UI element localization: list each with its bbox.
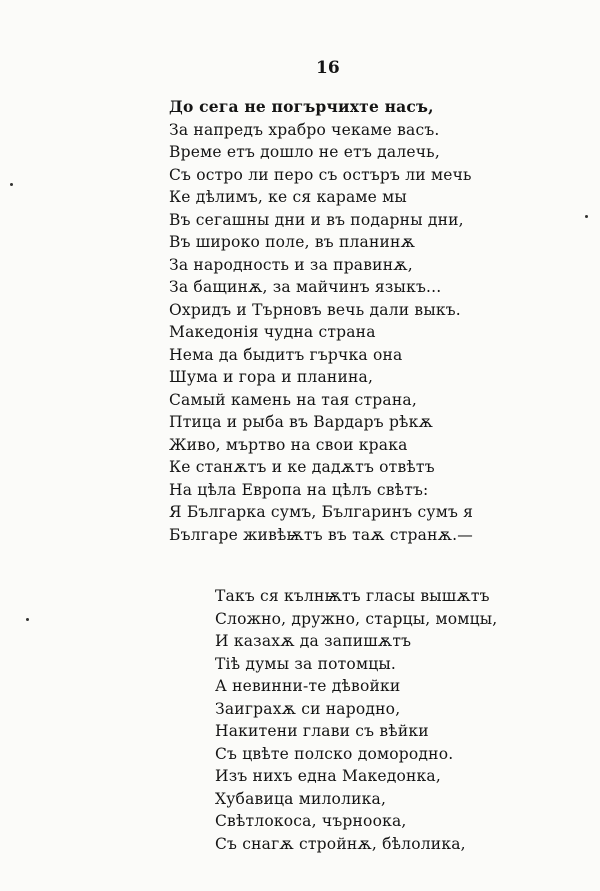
verse-line: Самый камень на тая страна, bbox=[169, 390, 417, 409]
print-speck bbox=[10, 183, 13, 186]
verse-line: Ке станѫтъ и ке дадѫтъ отвѣтъ bbox=[169, 458, 435, 476]
verse-line: Заиграхѫ си народно, bbox=[215, 699, 401, 718]
verse-line: Въ широко поле, въ планинѫ bbox=[169, 233, 416, 251]
verse-line: Време етъ дошло не етъ далечь, bbox=[169, 143, 440, 161]
stanza-1 bbox=[169, 96, 473, 546]
verse-line: Накитени глави съ вѣйки bbox=[215, 722, 429, 740]
verse-line: Ке дѣлимъ, ке ся караме мы bbox=[169, 188, 407, 206]
verse-line: За бащинѫ, за майчинъ языкъ... bbox=[169, 278, 442, 296]
verse-line: Шума и гора и планина, bbox=[169, 368, 374, 386]
verse-line: Живо, мъртво на свои крака bbox=[169, 435, 408, 454]
verse-line: Съ снагѫ стройнѫ, бѣлолика, bbox=[215, 834, 466, 853]
print-speck bbox=[26, 618, 29, 621]
verse-line: Охридъ и Търновъ вечь дали выкъ. bbox=[169, 300, 461, 319]
verse-line: Българе живѣѭтъ въ таѫ странѫ.— bbox=[169, 525, 473, 544]
verse-line: Съ цвѣте полско домородно. bbox=[215, 744, 454, 763]
verse-line: Такъ ся кълнѭтъ гласы вышѫтъ bbox=[215, 587, 490, 605]
stanza-2 bbox=[215, 585, 497, 855]
verse-line: Сложно, дружно, старцы, момцы, bbox=[215, 609, 498, 628]
verse-line: До сега не погърчихте насъ, bbox=[169, 97, 434, 116]
page-number: 16 bbox=[316, 58, 340, 78]
verse-line: Изъ нихъ една Македонка, bbox=[215, 767, 442, 785]
verse-line: За народность и за правинѫ, bbox=[169, 255, 413, 274]
verse-line: И казахѫ да запишѫтъ bbox=[215, 632, 412, 650]
verse-line: Въ сегашны дни и въ подарны дни, bbox=[169, 210, 464, 229]
verse-line: Я Българка сумъ, Българинъ сумъ я bbox=[169, 503, 474, 521]
verse-line: За напредъ храбро чекаме васъ. bbox=[169, 120, 440, 139]
verse-line: Съ остро ли перо съ остъръ ли мечь bbox=[169, 165, 472, 184]
verse-line: А невинни-те дѣвойки bbox=[215, 677, 401, 695]
verse-line: Нема да быдитъ гърчка она bbox=[169, 345, 403, 364]
verse-line: Хубавица милолика, bbox=[215, 789, 387, 808]
verse-line: Птица и рыба въ Вардаръ рѣкѫ bbox=[169, 413, 433, 431]
print-speck bbox=[585, 215, 588, 218]
verse-line: Свѣтлокоса, чърноока, bbox=[215, 812, 407, 830]
verse-line: Македонія чудна страна bbox=[169, 323, 376, 341]
verse-line: На цѣла Европа на цѣлъ свѣтъ: bbox=[169, 480, 429, 499]
verse-line: Тіѣ думы за потомцы. bbox=[215, 654, 397, 673]
